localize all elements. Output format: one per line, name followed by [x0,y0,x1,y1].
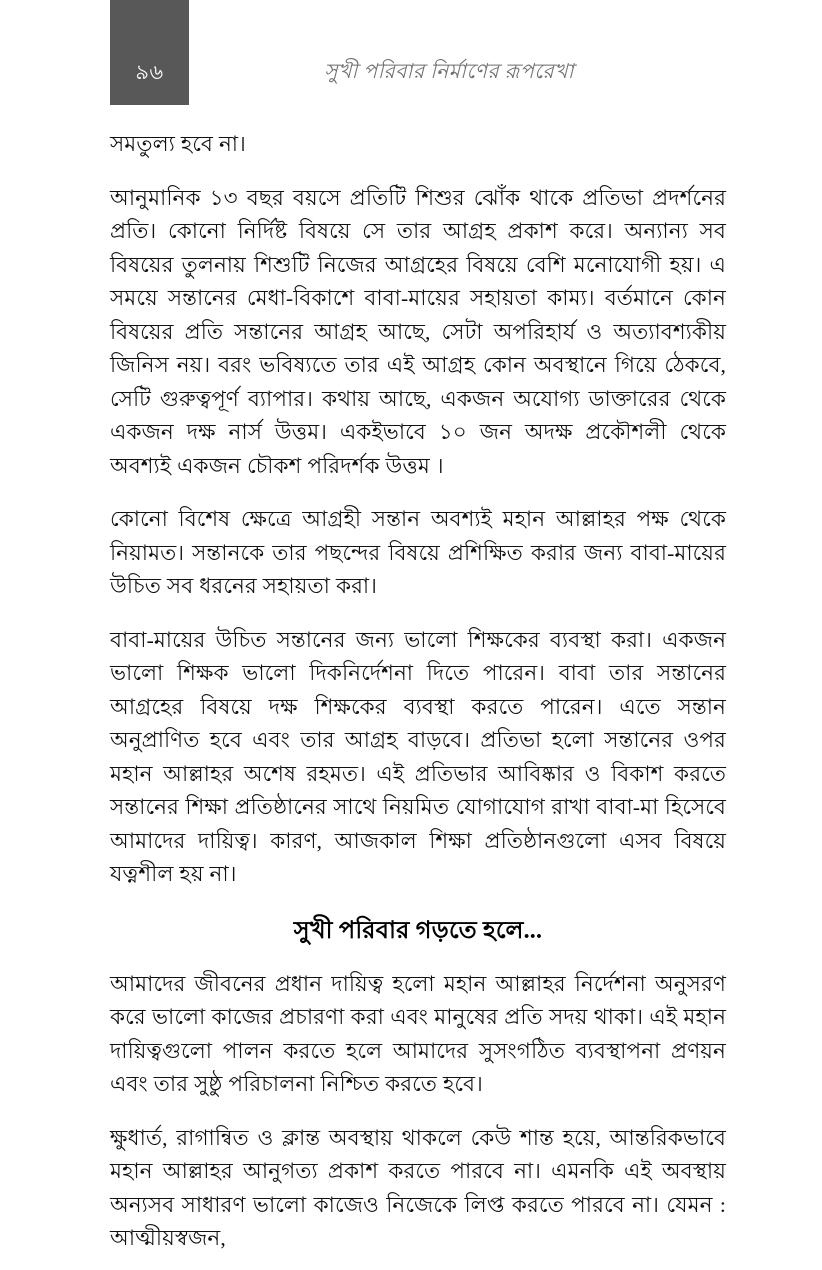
page-body [110,128,726,1270]
paragraph-talent-age-13: আনুমানিক ১৩ বছর বয়সে প্রতিটি শিশুর ঝোঁক থাকে প্রতিভা প্রদর্শনের প্রতি। কোনো নির্দিষ্ট বিষয়ে সে তার আগ্রহ প্রকাশ করে। অন্যান্য সব বিষয়ের তুলনায় শিশুটি নিজের আগ্রহের বিষয়ে বেশি মনোযোগী হয়। এ সময়ে সন্তানের মেধা-বিকাশে বাবা-মায়ের সহায়তা কাম্য। বর্তমানে কোন বিষয়ের প্রতি সন্তানের আগ্রহ আছে, সেটা অপরিহার্য ও অত্যাবশ্যকীয় জিনিস নয়। বরং ভবিষ্যতে তার এই আগ্রহ কোন অবস্থানে গিয়ে ঠেকবে, সেটি গুরুত্বপূর্ণ ব্যাপার। কথায় আছে, একজন অযোগ্য ডাক্তারের থেকে একজন দক্ষ নার্স উত্তম। একইভাবে ১০ জন অদক্ষ প্রকৌশলী থেকে অবশ্যই একজন চৌকশ পরিদর্শক উত্তম । [110,185,726,478]
section-heading: সুখী পরিবার গড়তে হলে... [293,917,543,944]
paragraph-hungry-angry-tired: ক্ষুধার্ত, রাগান্বিত ও ক্লান্ত অবস্থায় থাকলে কেউ শান্ত হয়ে, আন্তরিকভাবে মহান আল্লাহর আনুগত্য প্রকাশ করতে পারবে না। এমনকি এই অবস্থায় অন্যসব সাধারণ ভালো কাজেও নিজেকে লিপ্ত করতে পারবে না। যেমন : আত্মীয়স্বজন, [110,1125,726,1250]
page-header [0,0,822,110]
paragraph-main-duty: আমাদের জীবনের প্রধান দায়িত্ব হলো মহান আল্লাহর নির্দেশনা অনুসরণ করে ভালো কাজের প্রচারণা করা এবং মানুষের প্রতি সদয় থাকা। এই মহান দায়িত্বগুলো পালন করতে হলে আমাদের সুসংগঠিত ব্যবস্থাপনা প্রণয়ন এবং তার সুষ্ঠু পরিচালনা নিশ্চিত করতে হবে। [110,971,726,1096]
paragraph-niyamat: কোনো বিশেষ ক্ষেত্রে আগ্রহী সন্তান অবশ্যই মহান আল্লাহর পক্ষ থেকে নিয়ামত। সন্তানকে তার পছন্দের বিষয়ে প্রশিক্ষিত করার জন্য বাবা-মায়ের উচিত সব ধরনের সহায়তা করা। [110,507,726,598]
page-number: ৯৬ [135,60,164,84]
running-head-title: সুখী পরিবার নির্মাণের রূপরেখা [324,61,574,84]
paragraph-good-teacher: বাবা-মায়ের উচিত সন্তানের জন্য ভালো শিক্ষকের ব্যবস্থা করা। একজন ভালো শিক্ষক ভালো দিকনির্দেশনা দিতে পারেন। বাবা তার সন্তানের আগ্রহের বিষয়ে দক্ষ শিক্ষকের ব্যবস্থা করতে পারেন। এতে সন্তান অনুপ্রাণিত হবে এবং তার আগ্রহ বাড়বে। প্রতিভা হলো সন্তানের ওপর মহান আল্লাহর অশেষ রহমত। এই প্রতিভার আবিষ্কার ও বিকাশ করতে সন্তানের শিক্ষা প্রতিষ্ঠানের সাথে নিয়মিত যোগাযোগ রাখা বাবা-মা হিসেবে আমাদের দায়িত্ব। কারণ, আজকাল শিক্ষা প্রতিষ্ঠানগুলো এসব বিষয়ে যত্নশীল হয় না। [110,627,726,886]
paragraph-carryover-line: সমতুল্য হবে না। [110,132,246,156]
